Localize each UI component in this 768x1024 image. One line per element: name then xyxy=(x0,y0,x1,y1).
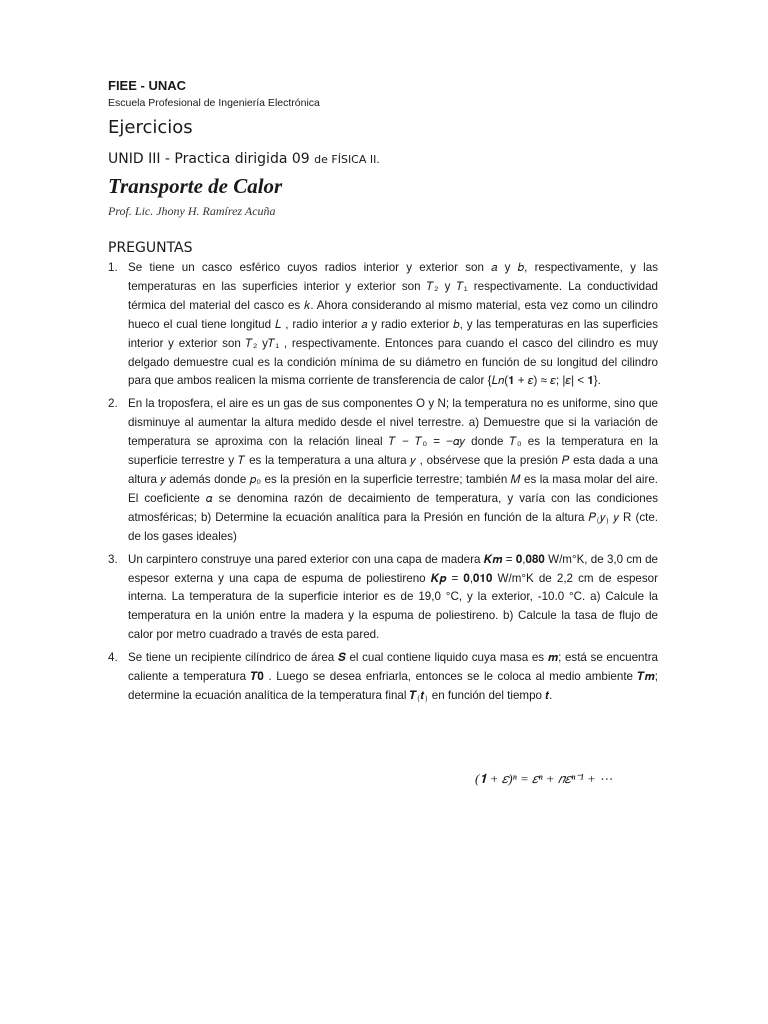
question-number: 2. xyxy=(108,397,118,411)
document-page xyxy=(108,78,658,710)
questions-list xyxy=(108,259,658,706)
course-name: de FÍSICA II. xyxy=(314,153,380,166)
question-item xyxy=(108,649,658,706)
questions-heading: PREGUNTAS xyxy=(108,240,193,256)
section-title: Ejercicios xyxy=(108,117,193,138)
institution: FIEE - UNAC xyxy=(108,78,186,93)
question-item xyxy=(108,395,658,546)
question-number: 1. xyxy=(108,261,118,274)
question-text: En la troposfera, el aire es un gas de sus componentes O y N; la temperatura no es uniforme, sino que disminuye al aumentar la altura medido desde el nivel terrestre. a) Demuestre que si la variación de temperatura se aproxima con la relación lineal 𝑇 − 𝑇₀ = −𝛼𝑦 donde 𝑇₀ es la temperatura en la superficie terrestre y 𝑇 es la temperatura a una altura 𝑦 , obsérvese que la presión 𝑃 esta dada a una altura 𝑦 además donde 𝑝₀ es la presión en la superficie terrestre; también 𝑀 es la masa molar del aire. El coeficiente 𝛼 se denomina razón de decaimiento de temperatura, y varía con las condiciones atmosféricas; b) Determine la ecuación analítica para la Presión en función de la altura 𝑃₍𝑦₎ 𝑦 R (cte. de los gases ideales) xyxy=(128,397,658,543)
professor-name: Prof. Lic. Jhony H. Ramírez Acuña xyxy=(108,204,276,218)
question-item xyxy=(108,259,658,391)
topic-title: Transporte de Calor xyxy=(108,174,283,198)
question-text: Se tiene un casco esférico cuyos radios interior y exterior son 𝑎 y 𝑏, respectivamente, y las temperaturas en las superficies interior y exterior son 𝑇₂ y 𝑇₁ respectivamente. La conductividad térmica del material del casco es 𝑘. Ahora considerando al mismo material, esta vez como un cilindro hueco el cual tiene longitud 𝐿 , radio interior 𝑎 y radio exterior 𝑏, y las temperaturas en las superficies interior y exterior son 𝑇₂ y𝑇₁ , respectivamente. Entonces para cuando el casco del cilindro es muy delgado demuestre cual es la condición mínima de su diámetro en función de su longitud del cilindro para que ambos realicen la misma corriente de transferencia de calor {𝐿𝑛(𝟏 + 𝜀) ≈ 𝜀; |𝜀| < 𝟏}. xyxy=(128,261,658,388)
binomial-formula: (𝟏 + 𝜀)ⁿ = 𝜀ⁿ + 𝑛𝜀ⁿ⁻¹ + ⋯ xyxy=(475,771,613,786)
school-name: Escuela Profesional de Ingeniería Electrónica xyxy=(108,97,320,109)
unit-line xyxy=(108,150,658,169)
question-text: Se tiene un recipiente cilíndrico de área 𝑺 el cual contiene liquido cuya masa es 𝒎; está se encuentra caliente a temperatura 𝑻𝟎 . Luego se desea enfriarla, entonces se le coloca al medio ambiente 𝑻𝒎; determine la ecuación analítica de la temperatura final 𝑻₍𝒕₎ en función del tiempo 𝒕. xyxy=(128,651,658,702)
question-text: Un carpintero construye una pared exterior con una capa de madera 𝑲𝒎 = 𝟎,𝟎𝟖𝟎 W/m°K, de 3,0 cm de espesor externa y una capa de espuma de poliestireno 𝑲𝒑 = 𝟎,𝟎𝟏𝟎 W/m°K de 2,2 cm de espesor interna. La temperatura de la superficie interior es de 19,0 °C, y la exterior, -10.0 °C. a) Calcule la temperatura en la unión entre la madera y la espuma de poliestireno. b) Calcule la tasa de flujo de calor por metro cuadrado a través de esta pared. xyxy=(128,552,658,642)
question-number: 3. xyxy=(108,552,118,566)
question-number: 4. xyxy=(108,651,118,665)
unit-label: UNID III - Practica dirigida 09 xyxy=(108,151,310,167)
question-item xyxy=(108,551,658,646)
